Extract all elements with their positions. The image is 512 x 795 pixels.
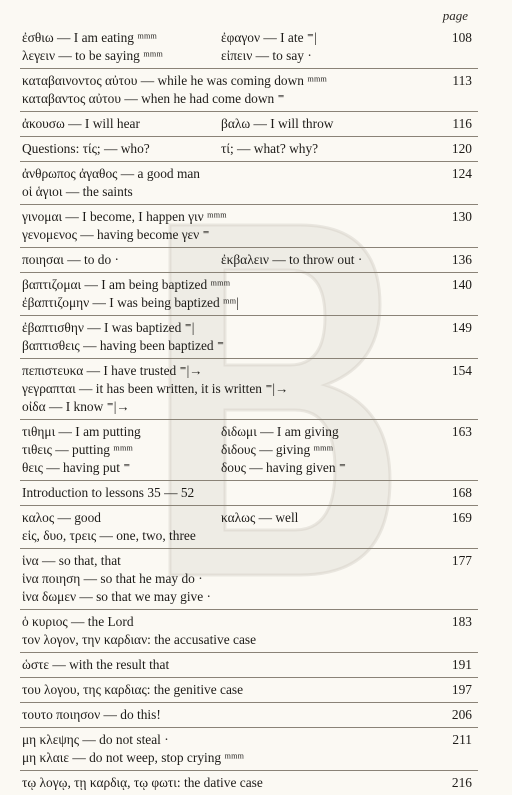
page-number: 124 — [451, 166, 472, 181]
index-list — [20, 26, 478, 795]
index-entry — [20, 316, 478, 359]
entry-text-left: ἱνα ποιηση — so that he may do · — [22, 571, 203, 586]
index-entry — [20, 112, 478, 137]
entry-text-left: γεγραπται — it has been written, it is written ⁼|→ — [22, 381, 289, 396]
entry-line — [22, 527, 478, 545]
entry-text-left: ἱνα — so that, that — [22, 553, 121, 568]
entry-text-right: ἐκβαλειν — to throw out · — [221, 252, 363, 267]
entry-text-left: καλος — good — [22, 510, 102, 525]
entry-text-left: τῳ λογῳ, τῃ καρδιᾳ, τῳ φωτι: the dative case — [22, 775, 263, 790]
entry-line — [22, 484, 478, 502]
entry-line — [22, 183, 478, 201]
page-number: 136 — [451, 252, 472, 267]
entry-line — [22, 552, 478, 570]
entry-line — [22, 570, 478, 588]
entry-line — [22, 319, 478, 337]
entry-line — [22, 337, 478, 355]
index-entry — [20, 420, 478, 481]
entry-text-right: διδους — giving ᵐᵐᵐ — [221, 442, 334, 457]
index-entry — [20, 549, 478, 610]
entry-line — [22, 29, 478, 47]
index-entry — [20, 678, 478, 703]
entry-text-right: εἰπειν — to say · — [221, 48, 312, 63]
index-entry — [20, 771, 478, 795]
entry-text-left: ἀνθρωπος ἀγαθος — a good man — [22, 166, 201, 181]
entry-text-left: του λογου, της καρδιας: the genitive case — [22, 682, 244, 697]
entry-text-left: τιθεις — putting ᵐᵐᵐ — [22, 442, 133, 457]
entry-line — [22, 613, 478, 631]
entry-text-left: Questions: τίς; — who? — [22, 141, 150, 156]
entry-text-left: βαπτισθεις — having been baptized ⁼ — [22, 338, 225, 353]
page-number: 168 — [451, 485, 472, 500]
entry-line — [22, 380, 478, 398]
page-number: 113 — [452, 73, 472, 88]
entry-text-left: πεπιστευκα — I have trusted ⁼|→ — [22, 363, 203, 378]
entry-line — [22, 423, 478, 441]
page-number: 197 — [451, 682, 472, 697]
entry-text-left: ἐβαπτιζομην — I was being baptized ᵐᵐ| — [22, 295, 239, 310]
entry-text-left: ὁ κυριος — the Lord — [22, 614, 134, 629]
entry-text-left: γενομενος — having become γεν ⁼ — [22, 227, 210, 242]
entry-line — [22, 459, 478, 477]
entry-line — [22, 731, 478, 749]
entry-text-left: ἐβαπτισθην — I was baptized ⁼| — [22, 320, 195, 335]
entry-line — [22, 294, 478, 312]
index-entry — [20, 248, 478, 273]
index-entry — [20, 728, 478, 771]
entry-line — [22, 656, 478, 674]
entry-line — [22, 47, 478, 65]
entry-line — [22, 774, 478, 792]
entry-line — [22, 208, 478, 226]
entry-text-left: ἐσθιω — I am eating ᵐᵐᵐ — [22, 30, 157, 45]
entry-line — [22, 226, 478, 244]
entry-text-right: ἐφαγον — I ate ⁼| — [221, 30, 317, 45]
index-entry — [20, 137, 478, 162]
page-number: 216 — [451, 775, 472, 790]
entry-text-left: οἱ ἁγιοι — the saints — [22, 184, 133, 199]
page-number: 169 — [451, 510, 472, 525]
index-entry — [20, 359, 478, 420]
page-number: 120 — [451, 141, 472, 156]
entry-text-left: θεις — having put ⁼ — [22, 460, 131, 475]
entry-text-left: ὡστε — with the result that — [22, 657, 170, 672]
page-number: 177 — [451, 553, 472, 568]
entry-text-left: λεγειν — to be saying ᵐᵐᵐ — [22, 48, 163, 63]
page-number: 116 — [452, 116, 472, 131]
entry-line — [22, 631, 478, 649]
entry-text-left: γινομαι — I become, I happen γιν ᵐᵐᵐ — [22, 209, 227, 224]
page-number: 130 — [451, 209, 472, 224]
entry-line — [22, 398, 478, 416]
page-column-header: page — [442, 8, 468, 23]
entry-text-left: καταβαντος αὐτου — when he had come down ⁼ — [22, 91, 285, 106]
entry-line — [22, 72, 478, 90]
index-entry — [20, 481, 478, 506]
entry-line — [22, 251, 478, 269]
entry-line — [22, 441, 478, 459]
entry-text-right: καλως — well — [221, 510, 299, 525]
page-number: 211 — [452, 732, 472, 747]
entry-text-left: τουτο ποιησον — do this! — [22, 707, 161, 722]
entry-text-left: εἱς, δυο, τρεις — one, two, three — [22, 528, 196, 543]
page-number: 206 — [451, 707, 472, 722]
entry-text-right: τί; — what? why? — [221, 141, 319, 156]
page-number: 163 — [451, 424, 472, 439]
index-entry — [20, 273, 478, 316]
entry-text-left: τιθημι — I am putting — [22, 424, 141, 439]
entry-line — [22, 706, 478, 724]
index-entry — [20, 610, 478, 653]
page-number: 183 — [451, 614, 472, 629]
entry-line — [22, 140, 478, 158]
entry-text-right: βαλω — I will throw — [221, 116, 334, 131]
entry-text-left: βαπτιζομαι — I am being baptized ᵐᵐᵐ — [22, 277, 231, 292]
entry-text-left: καταβαινοντος αὐτου — while he was coming down ᵐᵐᵐ — [22, 73, 327, 88]
entry-line — [22, 90, 478, 108]
entry-line — [22, 115, 478, 133]
entry-text-left: μη κλαιε — do not weep, stop crying ᵐᵐᵐ — [22, 750, 245, 765]
entry-text-left: ποιησαι — to do · — [22, 252, 119, 267]
index-entry — [20, 205, 478, 248]
entry-line — [22, 681, 478, 699]
entry-text-right: δους — having given ⁼ — [221, 460, 346, 475]
entry-text-left: οἰδα — I know ⁼|→ — [22, 399, 130, 414]
entry-text-left: ἀκουσω — I will hear — [22, 116, 140, 131]
entry-line — [22, 362, 478, 380]
entry-line — [22, 276, 478, 294]
page-number: 149 — [451, 320, 472, 335]
page-number: 191 — [451, 657, 472, 672]
index-entry — [20, 506, 478, 549]
index-entry — [20, 653, 478, 678]
entry-text-left: Introduction to lessons 35 — 52 — [22, 485, 195, 500]
entry-line — [22, 165, 478, 183]
page-number: 140 — [451, 277, 472, 292]
entry-text-left: μη κλεψης — do not steal · — [22, 732, 169, 747]
entry-text-left: τον λογον, την καρδιαν: the accusative case — [22, 632, 257, 647]
index-entry — [20, 703, 478, 728]
entry-line — [22, 588, 478, 606]
entry-line — [22, 509, 478, 527]
entry-text-left: ἱνα δωμεν — so that we may give · — [22, 589, 211, 604]
page-number: 154 — [451, 363, 472, 378]
page-number: 108 — [451, 30, 472, 45]
index-entry — [20, 162, 478, 205]
index-entry — [20, 26, 478, 69]
entry-text-right: διδωμι — I am giving — [221, 424, 339, 439]
entry-line — [22, 749, 478, 767]
index-entry — [20, 69, 478, 112]
